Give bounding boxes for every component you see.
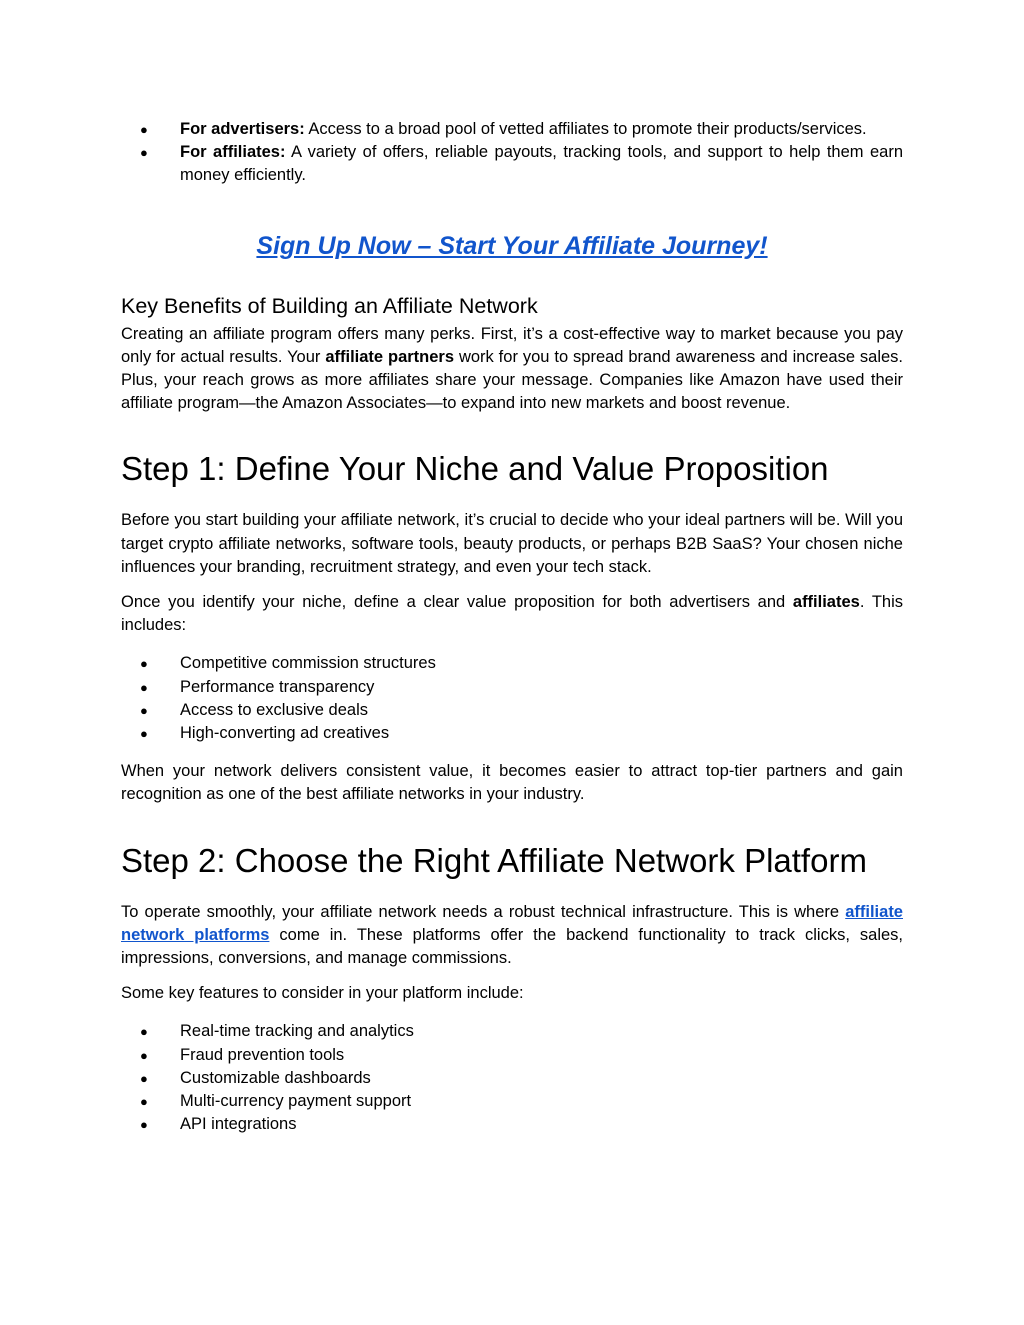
step1-paragraph-1: Before you start building your affiliate network, it’s crucial to decide who your ideal partners will be. Will you target crypto affiliate networks, software tools, beauty products, or perhaps B2B SaaS? Your chosen niche influences your branding, recruitment strategy, and even your tech stack. bbox=[121, 511, 903, 576]
list-item bbox=[121, 722, 903, 745]
bullet: ● bbox=[140, 1070, 148, 1086]
affiliate-platforms-link[interactable]: affiliate network platforms bbox=[121, 902, 903, 944]
item-text: Access to a broad pool of vetted affiliates to promote their products/services. bbox=[304, 120, 867, 138]
document-page bbox=[121, 118, 903, 1136]
list-item bbox=[121, 699, 903, 722]
text-run: come in. These platforms offer the backend functionality to track clicks, sales, impressions, conversions, and manage commissions. bbox=[121, 925, 903, 968]
list-item bbox=[121, 1020, 903, 1043]
features-list bbox=[121, 1020, 903, 1136]
item-text: Real-time tracking and analytics bbox=[180, 1022, 414, 1041]
item-text: Fraud prevention tools bbox=[180, 1045, 345, 1064]
bullet: ● bbox=[140, 656, 148, 672]
item-text: A variety of offers, reliable payouts, tracking tools, and support to help them earn money efficiently. bbox=[180, 143, 903, 185]
item-text: Competitive commission structures bbox=[180, 654, 436, 673]
text-run: Creating an affiliate program offers many perks. First, it’s a cost-effective way to market because you pay only for actual results. Your bbox=[121, 324, 903, 366]
benefits-paragraph bbox=[121, 323, 903, 416]
step2-heading: Step 2: Choose the Right Affiliate Network Platform bbox=[121, 841, 867, 879]
step1-paragraph-3: When your network delivers consistent value, it becomes easier to attract top-tier partners and gain recognition as one of the best affiliate networks in your industry. bbox=[121, 762, 903, 804]
item-text: Multi-currency payment support bbox=[180, 1092, 412, 1111]
step2-paragraph-2: Some key features to consider in your platform include: bbox=[121, 984, 524, 1003]
bold-text: affiliates bbox=[792, 593, 860, 612]
bold-text: affiliate partners bbox=[325, 347, 455, 366]
bullet: ● bbox=[140, 122, 148, 137]
bullet: ● bbox=[140, 1094, 148, 1110]
text-run: . This includes: bbox=[121, 593, 903, 635]
audience-list bbox=[121, 118, 903, 188]
item-text: Access to exclusive deals bbox=[180, 700, 369, 719]
item-text: Performance transparency bbox=[180, 677, 375, 696]
list-item bbox=[121, 652, 903, 675]
signup-link[interactable]: Sign Up Now – Start Your Affiliate Journey! bbox=[256, 231, 768, 260]
text-run: Once you identify your niche, define a clear value proposition for both advertisers and bbox=[121, 593, 793, 612]
bullet: ● bbox=[140, 145, 148, 161]
cta-container bbox=[121, 232, 903, 261]
bullet: ● bbox=[140, 1024, 148, 1040]
bullet: ● bbox=[140, 679, 148, 695]
list-item bbox=[121, 1090, 903, 1113]
value-list bbox=[121, 652, 903, 745]
text-run: work for you to spread brand awareness and increase sales. Plus, your reach grows as more affiliates share your message. Companies like Amazon have used their affiliate program—the Amazon Associates—to expand into new markets and boost revenue. bbox=[121, 347, 904, 413]
step1-paragraph-2 bbox=[121, 591, 903, 637]
text-run: To operate smoothly, your affiliate network needs a robust technical infrastructure. This is where bbox=[121, 902, 846, 921]
list-item bbox=[121, 1113, 903, 1136]
list-item bbox=[121, 141, 903, 187]
item-label: For affiliates: bbox=[180, 143, 286, 162]
list-item bbox=[121, 1067, 903, 1090]
item-label: For advertisers: bbox=[180, 120, 305, 138]
bullet: ● bbox=[140, 702, 148, 718]
bullet: ● bbox=[140, 1117, 148, 1133]
benefits-heading: Key Benefits of Building an Affiliate Network bbox=[121, 293, 538, 318]
bullet: ● bbox=[140, 1047, 148, 1063]
bullet: ● bbox=[140, 726, 148, 742]
item-text: High-converting ad creatives bbox=[180, 724, 390, 743]
list-item bbox=[121, 676, 903, 699]
list-item bbox=[121, 1044, 903, 1067]
list-item bbox=[121, 118, 903, 141]
item-text: Customizable dashboards bbox=[180, 1068, 371, 1087]
item-text: API integrations bbox=[180, 1115, 297, 1134]
step2-paragraph-1 bbox=[121, 901, 903, 971]
step1-heading: Step 1: Define Your Niche and Value Proposition bbox=[121, 450, 829, 488]
